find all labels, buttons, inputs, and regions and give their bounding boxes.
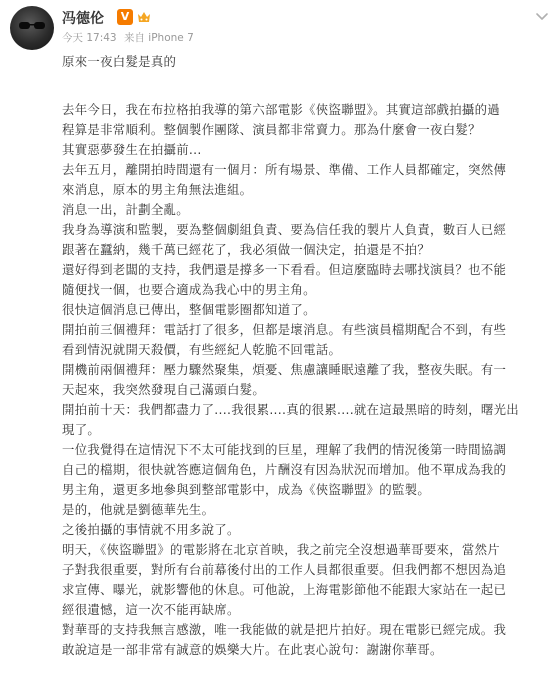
post-line: 求宣傳、曝光，就影響他的休息。可他說，上海電影節他不能跟大家站在一起已	[62, 582, 507, 597]
post-line: 我身為導演和監製，要為整個劇組負責、要為信任我的製片人負責，數百人已經	[62, 222, 507, 237]
post-meta	[62, 30, 198, 45]
verified-v-icon[interactable]: V	[117, 9, 133, 25]
post-line: 是的，他就是劉德華先生。	[62, 502, 215, 517]
post-line: 其實惡夢發生在拍攝前...	[62, 142, 202, 157]
post-line: 現了。	[62, 422, 101, 437]
post-timestamp[interactable]: 今天 17:43	[62, 32, 117, 44]
post-line: 跟著在蠶納，幾千萬已經花了，我必須做一個決定，拍還是不拍？	[62, 242, 431, 257]
user-avatar[interactable]	[10, 6, 54, 50]
post-line: 原來一夜白髮是真的	[62, 54, 177, 69]
post-line: 還好得到老闆的支持，我們還是撐多一下看看。但這麼臨時去哪找演員？也不能	[62, 262, 507, 277]
post-line: 自己的檔期，很快就答應這個角色，片酬沒有因為狀況而增加。他不單成為我的	[62, 462, 507, 477]
post-header	[10, 6, 550, 50]
author-name[interactable]: 冯德伦	[62, 11, 104, 27]
post-line: 去年五月，離開拍時間還有一個月：所有場景、準備、工作人員都確定，突然傳	[62, 162, 507, 177]
author-badges	[117, 9, 152, 25]
post-line: 看到情況就開天殺價，有些經紀人乾脆不回電話。	[62, 342, 342, 357]
post-body	[62, 52, 524, 660]
post-line: 開拍前三個禮拜：電話打了很多，但都是壞消息。有些演員檔期配合不到，有些	[62, 322, 507, 337]
post-line: 來消息，原本的男主角無法進組。	[62, 182, 253, 197]
post-line: 經很遺憾，這一次不能再缺席。	[62, 602, 240, 617]
post-line: 對華哥的支持我無言感激，唯一我能做的就是把片拍好。現在電影已經完成。我	[62, 622, 507, 637]
post-line: 很快這個消息已傳出，整個電影圈都知道了。	[62, 302, 316, 317]
post-line: 天起來，我突然發現自己滿頭白髮。	[62, 382, 266, 397]
post-line: 去年今日，我在布拉格拍我導的第六部電影《俠盜聯盟》。其實這部戲拍攝的過	[62, 102, 500, 117]
post-line: 明天，《俠盜聯盟》的電影將在北京首映，我之前完全沒想過華哥要來，當然片	[62, 542, 500, 557]
post-line: 子對我很重要，對所有台前幕後付出的工作人員都很重要。但我們都不想因為追	[62, 562, 507, 577]
paragraph-spacer	[62, 72, 524, 100]
post-source: 来自 iPhone 7	[123, 32, 194, 44]
post-line: 一位我覺得在這情況下不太可能找到的巨星，理解了我們的情況後第一時間協調	[62, 442, 507, 457]
weibo-member-icon[interactable]	[136, 9, 152, 25]
post-line: 程算是非常順利。整個製作團隊、演員都非常賣力。那為什麼會一夜白髮？	[62, 122, 481, 137]
post-line: 開機前兩個禮拜：壓力驟然聚集，煩憂、焦慮讓睡眠遠離了我，整夜失眠。有一	[62, 362, 507, 377]
chevron-down-icon[interactable]	[534, 8, 550, 24]
post-line: 之後拍攝的事情就不用多說了。	[62, 522, 240, 537]
post-line: 男主角，還更多地參與到整部電影中，成為《俠盜聯盟》的監製。	[62, 482, 431, 497]
post-line: 消息一出，計劃全亂。	[62, 202, 189, 217]
post-line: 隨便找一個，也要合適成為我心中的男主角。	[62, 282, 316, 297]
post-line: 敢說這是一部非常有誠意的娛樂大片。在此衷心說句：謝謝你華哥。	[62, 642, 443, 657]
post-line: 開拍前十天：我們都盡力了....我很累....真的很累....就在這最黑暗的時刻，曙光出	[62, 402, 519, 417]
sunglasses-icon	[19, 21, 45, 30]
